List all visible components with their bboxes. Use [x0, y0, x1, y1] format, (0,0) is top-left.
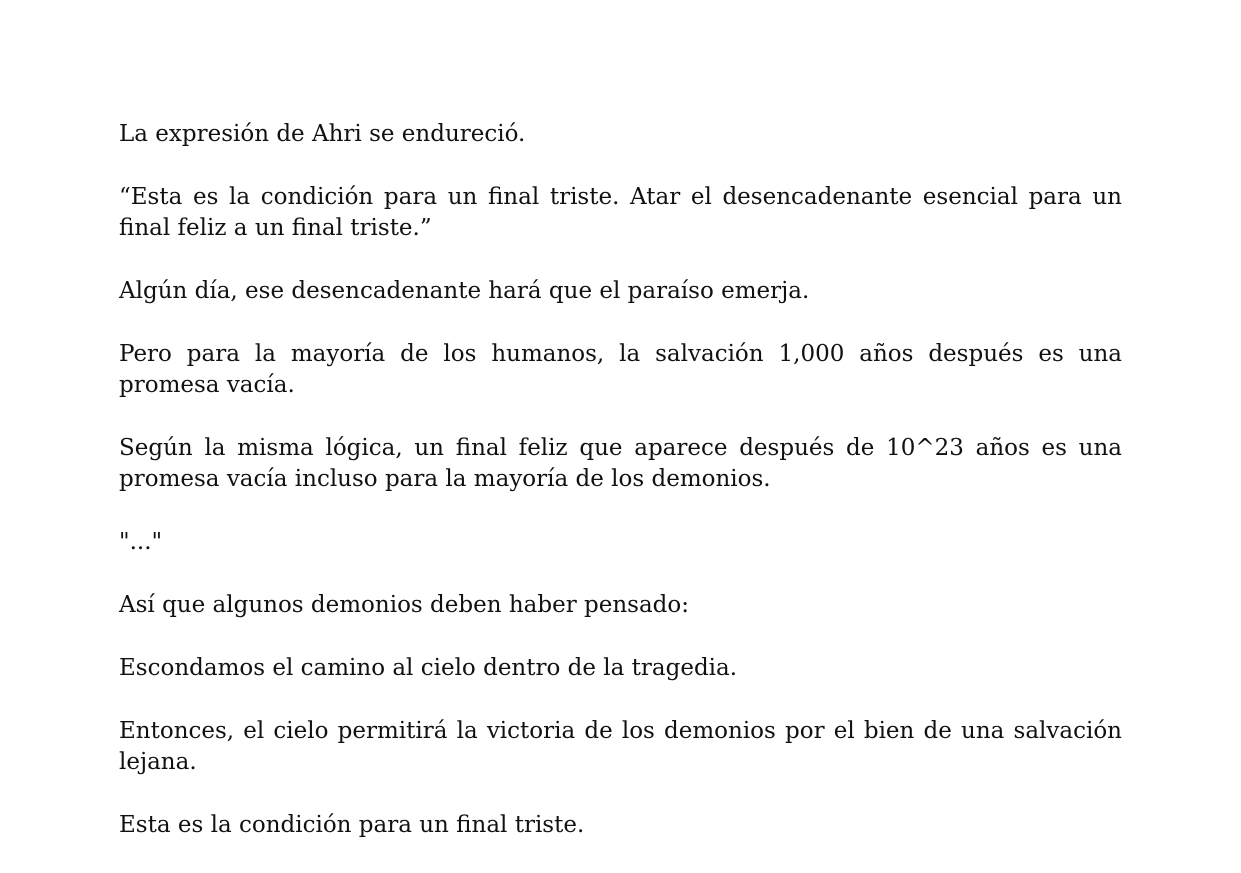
document-body — [119, 119, 1122, 873]
paragraph-4: Pero para la mayoría de los humanos, la salvación 1,000 años después es una promesa vacía. — [119, 341, 1122, 398]
paragraph-5: Según la misma lógica, un final feliz que aparece después de 10^23 años es una promesa vacía incluso para la mayoría de los demonios. — [119, 435, 1122, 492]
paragraph-1: La expresión de Ahri se endureció. — [119, 121, 526, 147]
paragraph-7: Así que algunos demonios deben haber pensado: — [119, 592, 689, 618]
paragraph-8: Escondamos el camino al cielo dentro de la tragedia. — [119, 655, 738, 681]
paragraph-3: Algún día, ese desencadenante hará que el paraíso emerja. — [119, 278, 810, 304]
paragraph-10: Esta es la condición para un final triste. — [119, 812, 585, 838]
paragraph-2: “Esta es la condición para un final triste. Atar el desencadenante esencial para un final feliz a un final triste.” — [119, 184, 1122, 241]
paragraph-9: Entonces, el cielo permitirá la victoria de los demonios por el bien de una salvación lejana. — [119, 718, 1122, 775]
paragraph-6: "..." — [119, 529, 163, 555]
